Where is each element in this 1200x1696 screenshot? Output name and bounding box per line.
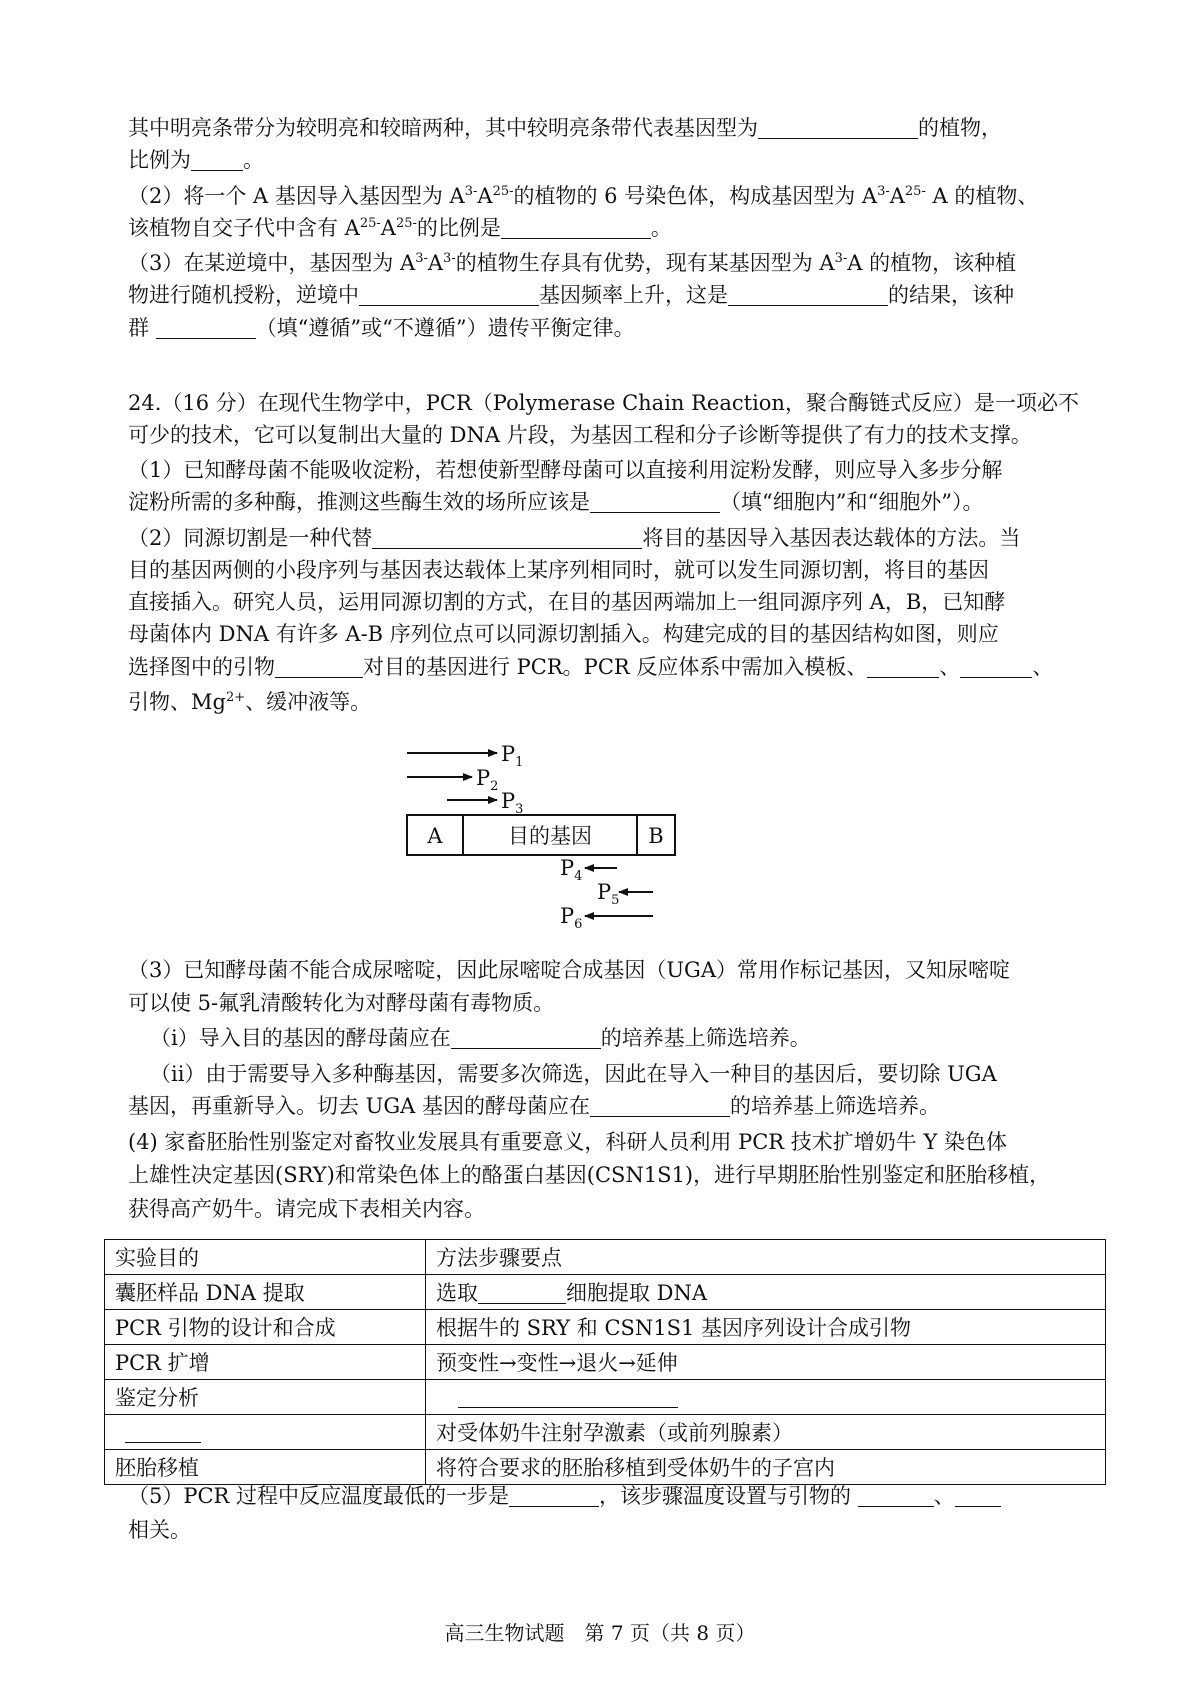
table-row: 鉴定分析 [105, 1380, 1106, 1415]
primer-p2-label: $P_2$ [476, 766, 499, 794]
q23-part3-line1: （3）在某逆境中，基因型为 $A^{3-}A^{3-}$的植物生存具有优势，现有某基因型为 $A^{3-}A$ 的植物，该种植 [128, 251, 1017, 275]
q23-line2: 比例为 。 [128, 148, 264, 172]
answer-blank[interactable] [509, 1484, 599, 1507]
q24-part2-line4: 母菌体内 DNA 有许多 A-B 序列位点可以同源切割插入。构建完成的目的基因结构如图，则应 [128, 622, 999, 646]
primer-p5-label: $P_5$ [597, 880, 620, 908]
answer-blank[interactable] [191, 148, 243, 171]
answer-blank[interactable] [125, 1420, 201, 1443]
table-row: PCR 引物的设计和合成 根据牛的 SRY 和 CSN1S1 基因序列设计合成引物 [105, 1310, 1106, 1345]
q24-part5-line1: （5）PCR 过程中反应温度最低的一步是 ，该步骤温度设置与引物的 、 [128, 1479, 1001, 1513]
q24-part4-line1: (4) 家畜胚胎性别鉴定对畜牧业发展具有重要意义，科研人员利用 PCR 技术扩增奶牛 Y 染色体 [128, 1130, 1007, 1154]
q24-intro-line1: 24.（16 分）在现代生物学中，PCR（Polymerase Chain Reaction，聚合酶链式反应）是一项必不 [128, 391, 1079, 415]
q23-part3-line3: 群 （填“遵循”或“不遵循”）遗传平衡定律。 [128, 316, 635, 340]
table-row: 胚胎移植 将符合要求的胚胎移植到受体奶牛的子宫内 [105, 1450, 1106, 1485]
table-row: PCR 扩增 预变性→变性→退火→延伸 [105, 1345, 1106, 1380]
answer-blank[interactable] [451, 1026, 601, 1049]
table-row: 囊胚样品 DNA 提取 选取 细胞提取 DNA [105, 1275, 1106, 1310]
q24-part2-line1: （2）同源切割是一种代替 将目的基因导入基因表达载体的方法。当 [128, 526, 1021, 550]
q24-part5-line2: 相关。 [128, 1518, 191, 1542]
q24-part4-line3: 获得高产奶牛。请完成下表相关内容。 [128, 1197, 485, 1221]
answer-blank[interactable] [960, 655, 1032, 678]
table-row: 对受体奶牛注射孕激素（或前列腺素） [105, 1415, 1106, 1450]
primer-p4-label: $P_4$ [560, 856, 583, 884]
answer-blank[interactable] [758, 116, 918, 139]
answer-blank[interactable] [590, 490, 720, 513]
experiment-table [104, 1239, 1106, 1485]
q23-part2-line1: （2）将一个 A 基因导入基因型为 $A^{3-}A^{25-}$的植物的 6 号染色体，构成基因型为 $A^{3-}A^{25-}$ A 的植物、 [128, 184, 1039, 208]
primer-p6-label: $P_6$ [560, 904, 583, 932]
q24-part3-line2: 可以使 5-氟乳清酸转化为对酵母菌有毒物质。 [128, 991, 555, 1015]
q24-part3-line1: （3）已知酵母菌不能合成尿嘧啶，因此尿嘧啶合成基因（UGA）常用作标记基因，又知尿嘧啶 [128, 958, 1010, 982]
answer-blank[interactable] [728, 283, 888, 306]
q24-part3-ii-line2: 基因，再重新导入。切去 UGA 基因的酵母菌应在 的培养基上筛选培养。 [128, 1094, 940, 1118]
q24-part3-ii-line1: （ii）由于需要导入多种酶基因，需要多次筛选，因此在导入一种目的基因后，要切除 UGA [150, 1062, 997, 1086]
page-footer: 高三生物试题 第 7 页（共 8 页） [444, 1621, 756, 1645]
primer-p1-label: $P_1$ [501, 742, 524, 770]
q24-part4-line2: 上雄性决定基因(SRY)和常染色体上的酪蛋白基因(CSN1S1)，进行早期胚胎性别鉴定和胚胎移植， [128, 1163, 1051, 1187]
primer-diagram [405, 735, 735, 935]
q24-part1-line1: （1）已知酵母菌不能吸收淀粉，若想使新型酵母菌可以直接利用淀粉发酵，则应导入多步分解 [128, 458, 1003, 482]
table-header-cell: 方法步骤要点 [426, 1240, 1106, 1275]
q23-part2-line2: 该植物自交子代中含有 $A^{25-}A^{25-}$的比例是 。 [128, 216, 672, 240]
table-header-cell: 实验目的 [105, 1240, 426, 1275]
q24-part2-line3: 直接插入。研究人员，运用同源切割的方式，在目的基因两端加上一组同源序列 A，B，已知酵 [128, 590, 1006, 614]
q24-intro-line2: 可少的技术，它可以复制出大量的 DNA 片段，为基因工程和分子诊断等提供了有力的技术支撑。 [128, 423, 1032, 447]
answer-blank[interactable] [955, 1484, 1001, 1507]
answer-blank[interactable] [156, 316, 256, 339]
q24-part3-i: （i）导入目的基因的酵母菌应在 的培养基上筛选培养。 [150, 1026, 811, 1050]
homology-region-b: B [648, 824, 664, 848]
answer-blank[interactable] [478, 1281, 566, 1304]
answer-blank[interactable] [458, 1385, 678, 1408]
answer-blank[interactable] [359, 283, 539, 306]
answer-blank[interactable] [501, 216, 651, 239]
q24-part2-line2: 目的基因两侧的小段序列与基因表达载体上某序列相同时，就可以发生同源切割，将目的基因 [128, 558, 989, 582]
q24-part2-line6: 引物、$Mg^{2+}$、缓冲液等。 [128, 690, 372, 714]
answer-blank[interactable] [858, 1484, 934, 1507]
q24-part2-line5: 选择图中的引物 对目的基因进行 PCR。PCR 反应体系中需加入模板、 、 、 [128, 655, 1054, 679]
answer-blank[interactable] [275, 655, 363, 678]
answer-blank[interactable] [372, 526, 642, 549]
answer-blank[interactable] [867, 655, 939, 678]
primer-p3-label: $P_3$ [501, 789, 524, 817]
answer-blank[interactable] [590, 1094, 730, 1117]
q23-part3-line2: 物进行随机授粉，逆境中 基因频率上升，这是 的结果，该种 [128, 283, 1014, 307]
q23-line1: 其中明亮条带分为较明亮和较暗两种，其中较明亮条带代表基因型为 的植物， [128, 116, 1002, 140]
target-gene-label: 目的基因 [508, 824, 592, 848]
table-header-row [105, 1240, 1106, 1275]
q24-part1-line2: 淀粉所需的多种酶，推测这些酶生效的场所应该是 （填“细胞内”和“细胞外”）。 [128, 490, 984, 514]
homology-region-a: A [427, 824, 443, 848]
